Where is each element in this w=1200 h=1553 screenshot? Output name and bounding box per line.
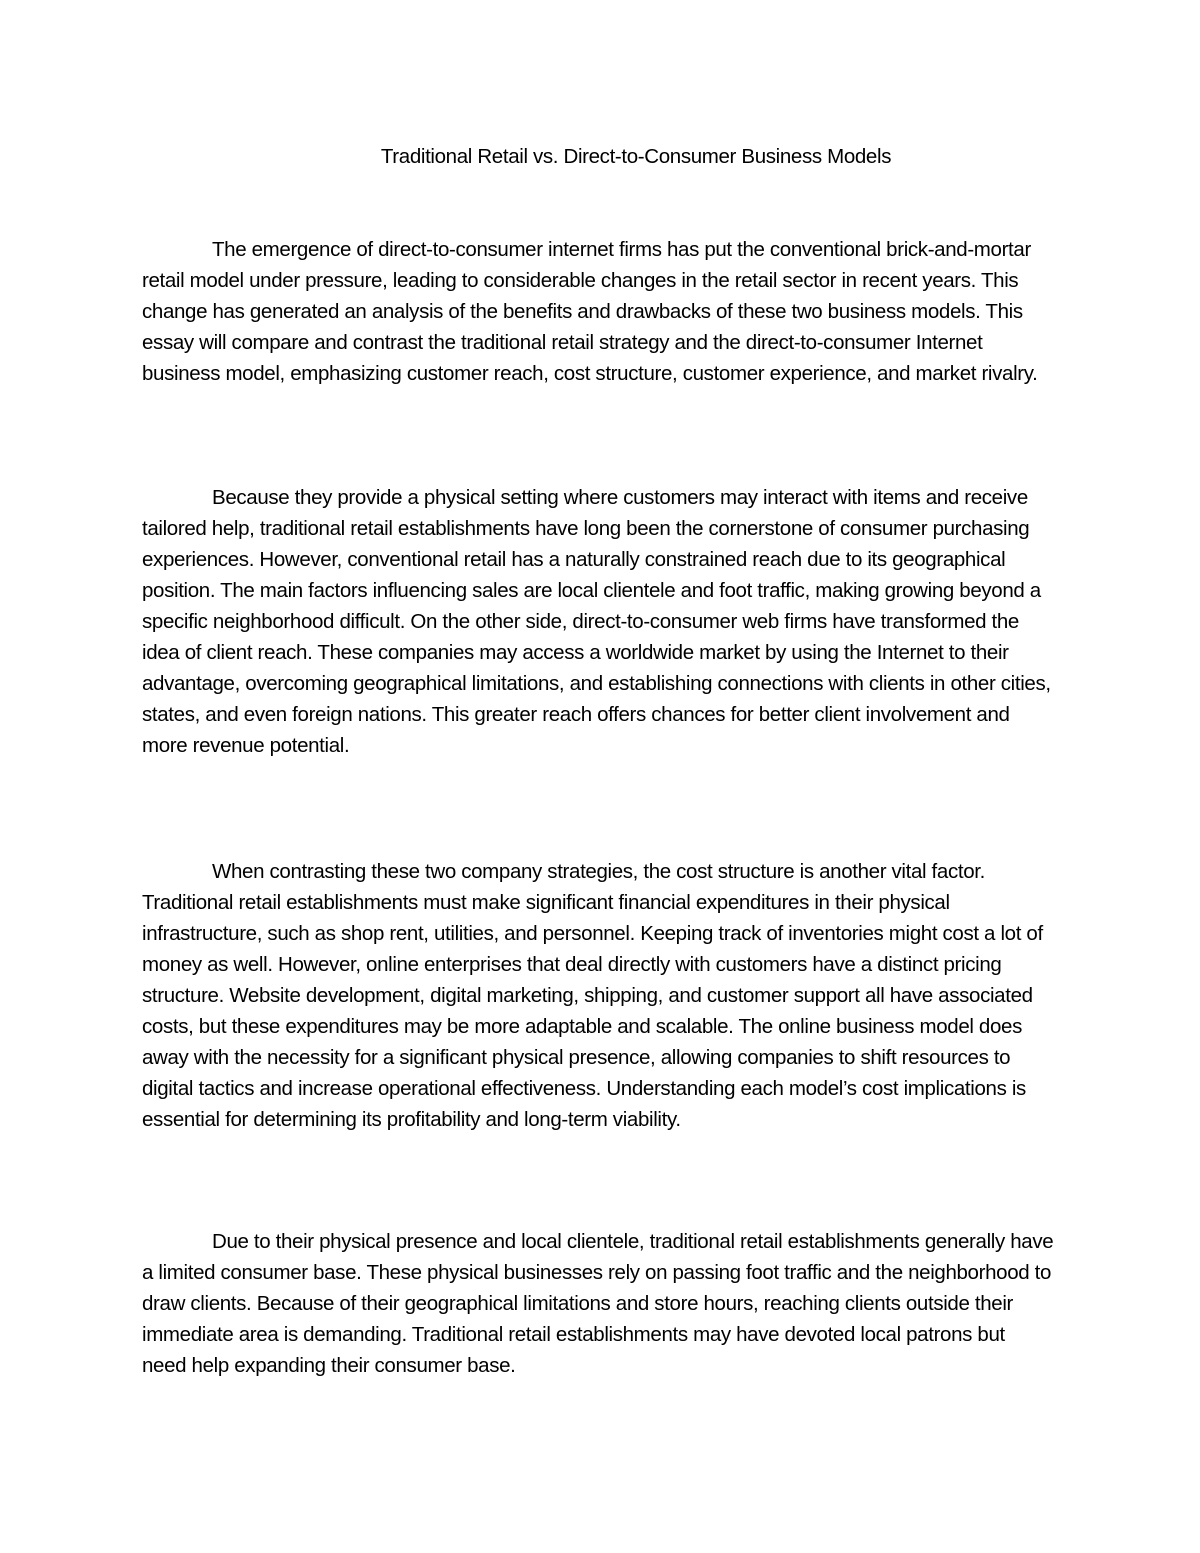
paragraph-introduction: The emergence of direct-to-consumer internet firms has put the conventional brick-and-mortar retail model under pressure, leading to considerable changes in the retail sector in recent years. This change has generated an analysis of the benefits and drawbacks of these two business models. This essay will compare and contrast the traditional retail strategy and the direct-to-consumer Internet business model, emphasizing customer reach, cost structure, customer experience, and market rivalry. — [142, 238, 1038, 385]
paragraph-consumer-base: Due to their physical presence and local clientele, traditional retail establishments generally have a limited consumer base. These physical businesses rely on passing foot traffic and the neighborhood to draw clients. Because of their geographical limitations and store hours, reaching clients outside their immediate area is demanding. Traditional retail establishments may have devoted local patrons but need help expanding their consumer base. — [142, 1230, 1054, 1377]
paragraph-customer-reach: Because they provide a physical setting where customers may interact with items and receive tailored help, traditional retail establishments have long been the cornerstone of consumer purchasing experiences. However, conventional retail has a naturally constrained reach due to its geographical position. The main factors influencing sales are local clientele and foot traffic, making growing beyond a specific neighborhood difficult. On the other side, direct-to-consumer web firms have transformed the idea of client reach. These companies may access a worldwide market by using the Internet to their advantage, overcoming geographical limitations, and establishing connections with clients in other cities, states, and even foreign nations. This greater reach offers chances for better client involvement and more revenue potential. — [142, 486, 1051, 757]
document-title: Traditional Retail vs. Direct-to-Consumer Business Models — [380, 145, 892, 168]
paragraph-cost-structure: When contrasting these two company strategies, the cost structure is another vital factor. Traditional retail establishments must make significant financial expenditures in their physical infrastructure, such as shop rent, utilities, and personnel. Keeping track of inventories might cost a lot of money as well. However, online enterprises that deal directly with customers have a distinct pricing structure. Website development, digital marketing, shipping, and customer support all have associated costs, but these expenditures may be more adaptable and scalable. The online business model does away with the necessity for a significant physical presence, allowing companies to shift resources to digital tactics and increase operational effectiveness. Understanding each model’s cost implications is essential for determining its profitability and long-term viability. — [142, 860, 1043, 1131]
